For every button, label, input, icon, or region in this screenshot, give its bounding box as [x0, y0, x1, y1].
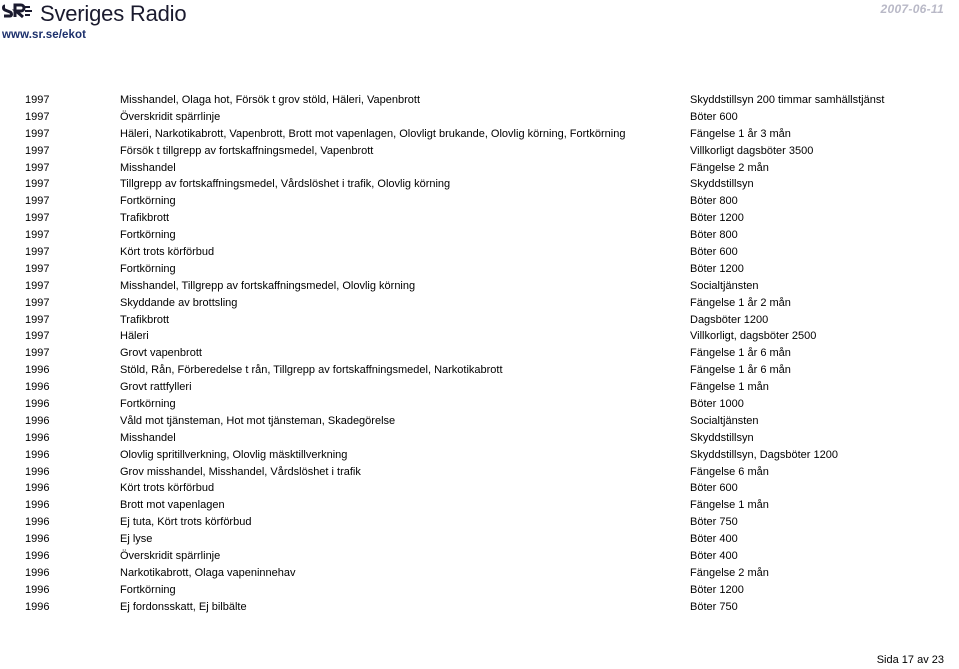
record-offense: Misshandel: [120, 161, 176, 174]
record-sentence: Böter 750: [690, 600, 738, 613]
record-offense: Misshandel: [120, 431, 176, 444]
records-list: [0, 92, 959, 616]
record-year: 1997: [25, 262, 50, 275]
record-offense: Häleri: [120, 330, 149, 343]
record-year: 1996: [25, 583, 50, 596]
record-row: [0, 362, 959, 379]
record-offense: Överskridit spärrlinje: [120, 550, 221, 563]
record-offense: Grov misshandel, Misshandel, Vårdslöshet i trafik: [120, 465, 361, 478]
record-year: 1997: [25, 347, 50, 360]
record-row: [0, 480, 959, 497]
record-year: 1996: [25, 364, 50, 377]
record-row: [0, 160, 959, 177]
record-sentence: Fängelse 1 år 3 mån: [690, 127, 791, 140]
record-year: 1996: [25, 448, 50, 461]
record-row: [0, 430, 959, 447]
record-row: [0, 413, 959, 430]
record-row: [0, 497, 959, 514]
record-sentence: Böter 400: [690, 550, 738, 563]
record-row: [0, 227, 959, 244]
record-sentence: Fängelse 1 mån: [690, 381, 769, 394]
record-offense: Ej fordonsskatt, Ej bilbälte: [120, 600, 247, 613]
record-sentence: Fängelse 2 mån: [690, 161, 769, 174]
record-row: [0, 143, 959, 160]
record-row: [0, 295, 959, 312]
record-offense: Försök t tillgrepp av fortskaffningsmedel, Vapenbrott: [120, 144, 374, 157]
header-date: 2007-06-11: [880, 2, 944, 16]
record-offense: Fortkörning: [120, 195, 176, 208]
record-offense: Stöld, Rån, Förberedelse t rån, Tillgrepp av fortskaffningsmedel, Narkotikabrott: [120, 364, 503, 377]
record-year: 1996: [25, 516, 50, 529]
record-offense: Grovt vapenbrott: [120, 347, 202, 360]
record-row: [0, 582, 959, 599]
record-row: [0, 210, 959, 227]
record-year: 1997: [25, 246, 50, 259]
record-row: [0, 548, 959, 565]
record-row: [0, 312, 959, 329]
record-year: 1996: [25, 398, 50, 411]
record-year: 1996: [25, 414, 50, 427]
record-year: 1996: [25, 431, 50, 444]
record-sentence: Fängelse 1 år 2 mån: [690, 296, 791, 309]
record-offense: Våld mot tjänsteman, Hot mot tjänsteman, Skadegörelse: [120, 414, 396, 427]
record-offense: Fortkörning: [120, 229, 176, 242]
record-year: 1997: [25, 144, 50, 157]
record-year: 1996: [25, 566, 50, 579]
sveriges-radio-logo[interactable]: [2, 1, 186, 27]
site-url[interactable]: www.sr.se/ekot: [2, 29, 87, 41]
record-offense: Skyddande av brottsling: [120, 296, 238, 309]
record-year: 1996: [25, 550, 50, 563]
record-sentence: Skyddstillsyn: [690, 431, 754, 444]
record-sentence: Socialtjänsten: [690, 279, 759, 292]
record-offense: Fortkörning: [120, 583, 176, 596]
record-year: 1996: [25, 533, 50, 546]
record-sentence: Fängelse 1 mån: [690, 499, 769, 512]
record-offense: Överskridit spärrlinje: [120, 110, 221, 123]
record-offense: Trafikbrott: [120, 212, 170, 225]
record-sentence: Fängelse 2 mån: [690, 566, 769, 579]
record-offense: Trafikbrott: [120, 313, 170, 326]
record-sentence: Böter 800: [690, 195, 738, 208]
record-offense: Narkotikabrott, Olaga vapeninnehav: [120, 566, 296, 579]
record-sentence: Villkorligt dagsböter 3500: [690, 144, 814, 157]
record-offense: Ej tuta, Kört trots körförbud: [120, 516, 252, 529]
record-year: 1997: [25, 330, 50, 343]
record-sentence: Villkorligt, dagsböter 2500: [690, 330, 817, 343]
record-offense: Kört trots körförbud: [120, 246, 215, 259]
record-sentence: Böter 1200: [690, 212, 744, 225]
record-year: 1996: [25, 381, 50, 394]
record-sentence: Böter 600: [690, 482, 738, 495]
record-sentence: Fängelse 1 år 6 mån: [690, 347, 791, 360]
record-offense: Tillgrepp av fortskaffningsmedel, Vårdslöshet i trafik, Olovlig körning: [120, 178, 451, 191]
logo-text: Sveriges Radio: [40, 1, 187, 26]
record-sentence: Böter 1200: [690, 262, 744, 275]
record-sentence: Fängelse 1 år 6 mån: [690, 364, 791, 377]
record-offense: Olovlig spritillverkning, Olovlig mäsktillverkning: [120, 448, 348, 461]
record-row: [0, 464, 959, 481]
record-sentence: Böter 1000: [690, 398, 744, 411]
record-row: [0, 565, 959, 582]
record-row: [0, 531, 959, 548]
record-year: 1997: [25, 127, 50, 140]
record-offense: Misshandel, Olaga hot, Försök t grov stöld, Häleri, Vapenbrott: [120, 94, 420, 106]
record-row: [0, 92, 959, 109]
sveriges-radio-logo-icon: [2, 3, 36, 25]
record-offense: Grovt rattfylleri: [120, 381, 192, 394]
record-sentence: Skyddstillsyn 200 timmar samhällstjänst: [690, 94, 885, 106]
record-year: 1997: [25, 212, 50, 225]
record-year: 1996: [25, 499, 50, 512]
record-offense: Fortkörning: [120, 262, 176, 275]
record-sentence: Skyddstillsyn, Dagsböter 1200: [690, 448, 838, 461]
record-offense: Kört trots körförbud: [120, 482, 215, 495]
record-offense: Ej lyse: [120, 533, 153, 546]
record-sentence: Böter 400: [690, 533, 738, 546]
record-offense: Brott mot vapenlagen: [120, 499, 225, 512]
page-number: Sida 17 av 23: [876, 654, 944, 666]
record-sentence: Böter 1200: [690, 583, 744, 596]
record-year: 1997: [25, 110, 50, 123]
record-year: 1997: [25, 296, 50, 309]
record-year: 1997: [25, 313, 50, 326]
record-row: [0, 447, 959, 464]
record-row: [0, 126, 959, 143]
record-sentence: Böter 800: [690, 229, 738, 242]
page-header: [0, 0, 959, 48]
record-row: [0, 261, 959, 278]
record-row: [0, 176, 959, 193]
record-year: 1997: [25, 195, 50, 208]
record-sentence: Fängelse 6 mån: [690, 465, 769, 478]
record-sentence: Socialtjänsten: [690, 414, 759, 427]
record-year: 1997: [25, 279, 50, 292]
record-year: 1996: [25, 600, 50, 613]
record-row: [0, 514, 959, 531]
record-year: 1997: [25, 229, 50, 242]
record-offense: Fortkörning: [120, 398, 176, 411]
record-year: 1997: [25, 178, 50, 191]
record-offense: Häleri, Narkotikabrott, Vapenbrott, Brott mot vapenlagen, Olovligt brukande, Olovlig körning, Fortkörning: [120, 127, 626, 140]
record-year: 1996: [25, 482, 50, 495]
record-row: [0, 328, 959, 345]
record-sentence: Böter 750: [690, 516, 738, 529]
record-row: [0, 278, 959, 295]
record-row: [0, 599, 959, 616]
record-row: [0, 379, 959, 396]
record-row: [0, 193, 959, 210]
record-row: [0, 396, 959, 413]
record-year: 1997: [25, 94, 50, 106]
record-row: [0, 109, 959, 126]
record-year: 1997: [25, 161, 50, 174]
record-row: [0, 345, 959, 362]
record-sentence: Skyddstillsyn: [690, 178, 754, 191]
record-sentence: Dagsböter 1200: [690, 313, 769, 326]
record-year: 1996: [25, 465, 50, 478]
record-row: [0, 244, 959, 261]
record-offense: Misshandel, Tillgrepp av fortskaffningsmedel, Olovlig körning: [120, 279, 416, 292]
record-sentence: Böter 600: [690, 246, 738, 259]
record-sentence: Böter 600: [690, 110, 738, 123]
